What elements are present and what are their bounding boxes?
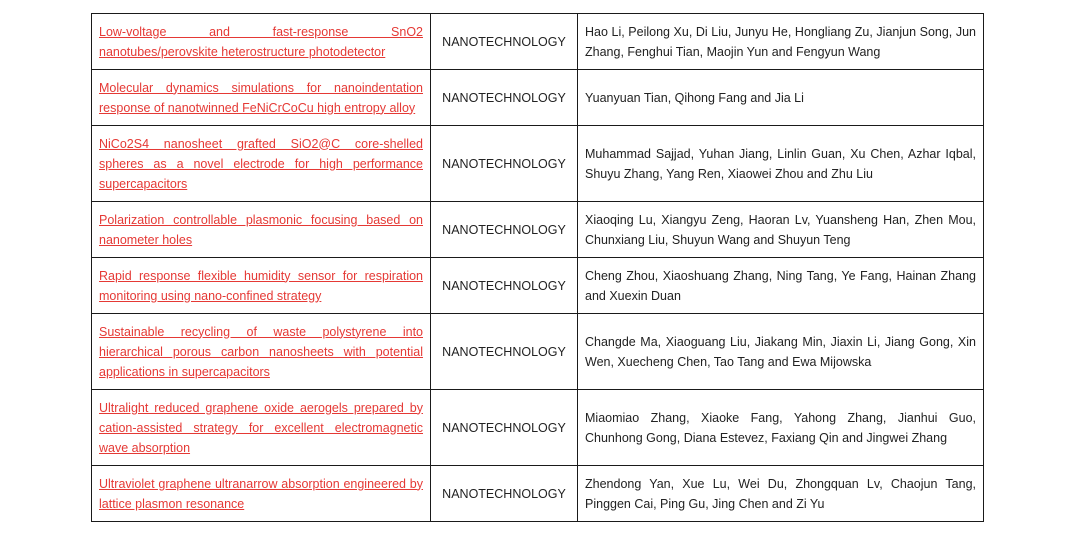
authors-cell: Muhammad Sajjad, Yuhan Jiang, Linlin Guan, Xu Chen, Azhar Iqbal, Shuyu Zhang, Yang Ren, Xiaowei Zhou and Zhu Liu xyxy=(578,126,984,202)
authors-cell: Changde Ma, Xiaoguang Liu, Jiakang Min, Jiaxin Li, Jiang Gong, Xin Wen, Xuecheng Chen, Tao Tang and Ewa Mijowska xyxy=(578,314,984,390)
journal-cell: NANOTECHNOLOGY xyxy=(431,258,578,314)
paper-title-cell xyxy=(92,466,431,522)
table-row xyxy=(92,126,984,202)
paper-title-cell xyxy=(92,314,431,390)
paper-title-cell xyxy=(92,126,431,202)
paper-title-link[interactable]: Polarization controllable plasmonic focusing based on nanometer holes xyxy=(99,212,423,247)
paper-title-link[interactable]: Sustainable recycling of waste polystyrene into hierarchical porous carbon nanosheets with potential applications in supercapacitors xyxy=(99,324,423,379)
paper-title-link[interactable]: Ultralight reduced graphene oxide aerogels prepared by cation-assisted strategy for excellent electromagnetic wave absorption xyxy=(99,400,423,455)
table-row xyxy=(92,390,984,466)
journal-cell: NANOTECHNOLOGY xyxy=(431,70,578,126)
authors-cell: Zhendong Yan, Xue Lu, Wei Du, Zhongquan Lv, Chaojun Tang, Pinggen Cai, Ping Gu, Jing Chen and Zi Yu xyxy=(578,466,984,522)
authors-cell: Cheng Zhou, Xiaoshuang Zhang, Ning Tang, Ye Fang, Hainan Zhang and Xuexin Duan xyxy=(578,258,984,314)
table-row xyxy=(92,14,984,70)
table-row xyxy=(92,258,984,314)
paper-title-link[interactable]: Molecular dynamics simulations for nanoindentation response of nanotwinned FeNiCrCoCu high entropy alloy xyxy=(99,80,423,115)
journal-cell: NANOTECHNOLOGY xyxy=(431,390,578,466)
paper-title-cell xyxy=(92,70,431,126)
authors-cell: Hao Li, Peilong Xu, Di Liu, Junyu He, Hongliang Zu, Jianjun Song, Jun Zhang, Fenghui Tian, Maojin Yun and Fengyun Wang xyxy=(578,14,984,70)
paper-title-cell xyxy=(92,390,431,466)
paper-title-link[interactable]: NiCo2S4 nanosheet grafted SiO2@C core-shelled spheres as a novel electrode for high performance supercapacitors xyxy=(99,136,423,191)
table-row xyxy=(92,70,984,126)
paper-title-link[interactable]: Ultraviolet graphene ultranarrow absorption engineered by lattice plasmon resonance xyxy=(99,476,423,511)
table-row xyxy=(92,314,984,390)
journal-cell: NANOTECHNOLOGY xyxy=(431,14,578,70)
authors-cell: Xiaoqing Lu, Xiangyu Zeng, Haoran Lv, Yuansheng Han, Zhen Mou, Chunxiang Liu, Shuyun Wang and Shuyun Teng xyxy=(578,202,984,258)
table-row xyxy=(92,466,984,522)
authors-cell: Miaomiao Zhang, Xiaoke Fang, Yahong Zhang, Jianhui Guo, Chunhong Gong, Diana Estevez, Faxiang Qin and Jingwei Zhang xyxy=(578,390,984,466)
paper-title-cell xyxy=(92,14,431,70)
journal-cell: NANOTECHNOLOGY xyxy=(431,314,578,390)
authors-cell: Yuanyuan Tian, Qihong Fang and Jia Li xyxy=(578,70,984,126)
table-row xyxy=(92,202,984,258)
journal-cell: NANOTECHNOLOGY xyxy=(431,126,578,202)
papers-table xyxy=(91,13,984,522)
paper-title-link[interactable]: Low-voltage and fast-response SnO2 nanotubes/perovskite heterostructure photodetector xyxy=(99,24,423,59)
paper-title-cell xyxy=(92,202,431,258)
paper-title-cell xyxy=(92,258,431,314)
paper-title-link[interactable]: Rapid response flexible humidity sensor for respiration monitoring using nano-confined strategy xyxy=(99,268,423,303)
journal-cell: NANOTECHNOLOGY xyxy=(431,202,578,258)
journal-cell: NANOTECHNOLOGY xyxy=(431,466,578,522)
